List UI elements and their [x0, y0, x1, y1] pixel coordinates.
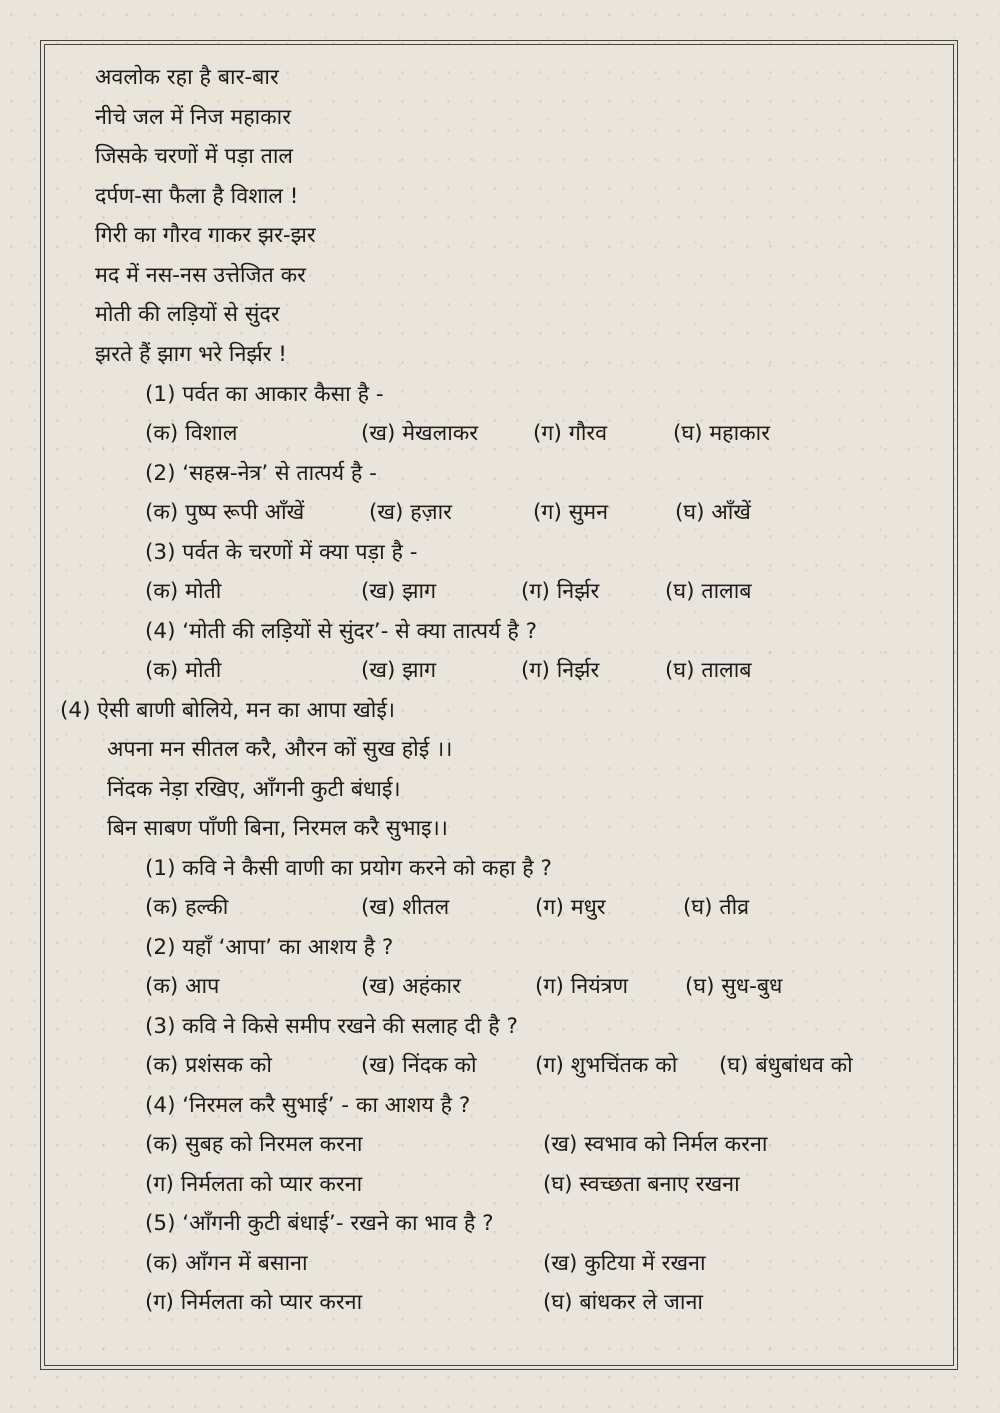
option: (ग) निर्मलता को प्यार करना — [145, 1290, 363, 1315]
option: (क) हल्की — [145, 895, 229, 920]
question-text: (4) ‘निरमल करै सुभाई’ - का आशय है ? — [145, 1093, 471, 1118]
option: (ख) अहंकार — [361, 974, 461, 999]
option: (घ) स्वच्छता बनाए रखना — [543, 1172, 740, 1197]
section-heading: (4) ऐसी बाणी बोलिये, मन का आपा खोई। — [60, 698, 396, 723]
option: (घ) सुध-बुध — [685, 974, 783, 999]
option: (ग) निर्झर — [521, 658, 600, 683]
option: (क) आँगन में बसाना — [145, 1251, 308, 1276]
option: (घ) तीव्र — [683, 895, 750, 920]
poem-line: मद में नस-नस उत्तेजित कर — [95, 263, 306, 288]
option: (ख) स्वभाव को निर्मल करना — [543, 1132, 768, 1157]
option: (घ) बांधकर ले जाना — [543, 1290, 703, 1315]
option: (घ) आँखें — [675, 500, 751, 525]
doha-line: अपना मन सीतल करै, औरन कों सुख होई ।। — [107, 737, 453, 762]
question-text: (1) कवि ने कैसी वाणी का प्रयोग करने को कहा है ? — [145, 856, 552, 881]
option: (ख) कुटिया में रखना — [543, 1251, 706, 1276]
poem-line: अवलोक रहा है बार-बार — [95, 65, 279, 90]
option: (ग) शुभचिंतक को — [535, 1053, 678, 1078]
option: (घ) महाकार — [673, 421, 771, 446]
option: (ख) झाग — [361, 658, 437, 683]
option: (घ) तालाब — [665, 579, 752, 604]
option: (क) मोती — [145, 579, 222, 604]
question-text: (2) ‘सहस्र-नेत्र’ से तात्पर्य है - — [145, 461, 377, 486]
option: (ग) सुमन — [533, 500, 609, 525]
option: (ग) गौरव — [533, 421, 608, 446]
option: (ख) शीतल — [361, 895, 450, 920]
poem-line: गिरी का गौरव गाकर झर-झर — [95, 223, 316, 248]
option: (क) पुष्प रूपी आँखें — [145, 500, 305, 525]
doha-line: निंदक नेड़ा रखिए, आँगनी कुटी बंधाई। — [107, 777, 401, 802]
option: (घ) तालाब — [665, 658, 752, 683]
option: (ग) नियंत्रण — [535, 974, 629, 999]
option: (ख) मेखलाकर — [361, 421, 479, 446]
option: (क) सुबह को निरमल करना — [145, 1132, 363, 1157]
option: (ग) निर्झर — [521, 579, 600, 604]
option: (ग) मधुर — [535, 895, 606, 920]
option: (ख) हज़ार — [369, 500, 452, 525]
option: (ख) झाग — [361, 579, 437, 604]
question-text: (3) पर्वत के चरणों में क्या पड़ा है - — [145, 540, 418, 565]
poem-line: दर्पण-सा फैला है विशाल ! — [95, 184, 299, 209]
option: (ख) निंदक को — [361, 1053, 477, 1078]
option: (घ) बंधुबांधव को — [719, 1053, 853, 1078]
poem-line: नीचे जल में निज महाकार — [95, 105, 292, 130]
option: (ग) निर्मलता को प्यार करना — [145, 1172, 363, 1197]
question-text: (1) पर्वत का आकार कैसा है - — [145, 382, 384, 407]
poem-line: झरते हैं झाग भरे निर्झर ! — [95, 342, 287, 367]
poem-line: मोती की लड़ियों से सुंदर — [95, 302, 280, 327]
question-text: (4) ‘मोती की लड़ियों से सुंदर’- से क्या तात्पर्य है ? — [145, 619, 538, 644]
option: (क) विशाल — [145, 421, 238, 446]
option: (क) आप — [145, 974, 220, 999]
question-text: (2) यहाँ ‘आपा’ का आशय है ? — [145, 935, 394, 960]
question-text: (5) ‘आँगनी कुटी बंधाई’- रखने का भाव है ? — [145, 1211, 494, 1236]
doha-line: बिन साबण पाँणी बिना, निरमल करै सुभाइ।। — [107, 816, 448, 841]
option: (क) प्रशंसक को — [145, 1053, 272, 1078]
option: (क) मोती — [145, 658, 222, 683]
poem-line: जिसके चरणों में पड़ा ताल — [95, 144, 294, 169]
question-text: (3) कवि ने किसे समीप रखने की सलाह दी है ? — [145, 1014, 518, 1039]
